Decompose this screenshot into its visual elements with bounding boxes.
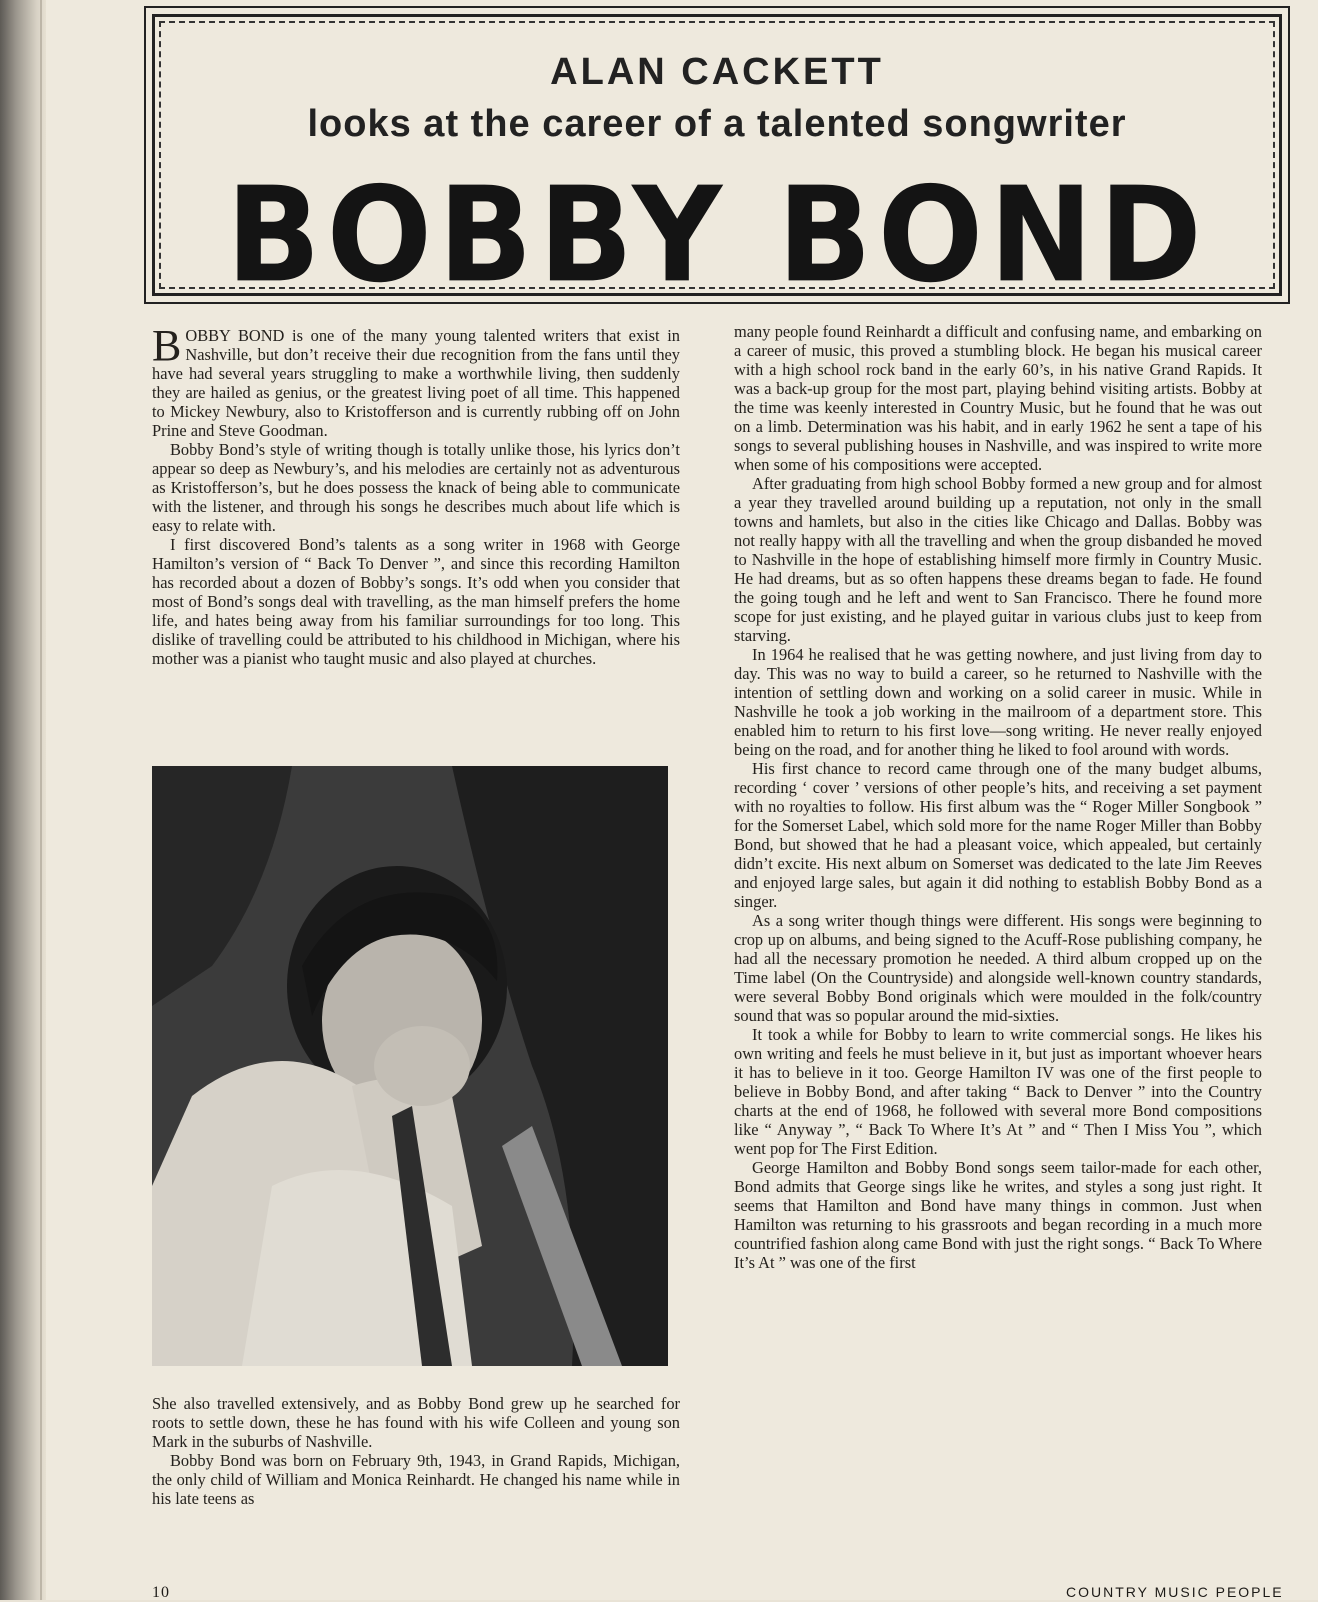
portrait-illustration — [152, 766, 668, 1366]
publication-name: COUNTRY MUSIC PEOPLE — [1066, 1584, 1284, 1600]
paragraph — [152, 321, 680, 440]
page-edge — [0, 0, 46, 1600]
paragraph: She also travelled extensively, and as Bobby Bond grew up he searched for roots to settle down, these he has found with his wife Colleen and young son Mark in the suburbs of Nashville. — [152, 1394, 680, 1451]
paragraph: His first chance to record came through one of the many budget albums, recording ‘ cover ’ versions of other people’s hits, and receiving a set payment with no royalties to follow. His first album was the “ Roger Miller Songbook ” for the Somerset Label, which sold more for the name Roger Miller than Bobby Bond, but showed that he had a pleasant voice, which appealed, but certainly didn’t excite. His next album on Somerset was dedicated to the late Jim Reeves and enjoyed large sales, but again it did nothing to establish Bobby Bond as a singer. — [734, 759, 1262, 911]
article-left-top — [152, 321, 680, 668]
byline: ALAN CACKETT — [550, 51, 884, 93]
paragraph-text: OBBY BOND is one of the many young talented writers that exist in Nashville, but don’t receive their due recognition from the fans until they have had several years struggling to make a worthwhile living, then suddenly they are hailed as genius, or the greatest living poet of all time. This happened to Mickey Newbury, also to Kristofferson and is currently rubbing off on John Prine and Steve Goodman. — [152, 326, 680, 440]
paragraph: Bobby Bond was born on February 9th, 1943, in Grand Rapids, Michigan, the only child of William and Monica Reinhardt. He changed his name while in his late teens as — [152, 1451, 680, 1508]
paragraph: As a song writer though things were different. His songs were beginning to crop up on albums, and being signed to the Acuff-Rose publishing company, he had all the necessary promotion he needed. A third album cropped up on the Time label (On the Countryside) and alongside well-known country standards, were several Bobby Bond originals which were moulded in the folk/country sound that was so popular around the mid-sixties. — [734, 911, 1262, 1025]
paragraph: After graduating from high school Bobby formed a new group and for almost a year they travelled around building up a reputation, not only in the small towns and hamlets, but also in the cities like Chicago and Dallas. Bobby was not really happy with all the travelling and when the group disbanded he moved to Nashville in the hope of establishing himself more firmly in Country Music. He had dreams, but as so often happens these dreams began to fade. He found the going tough and he left and went to San Francisco. There he found more scope for just existing, and he played guitar in various clubs just to keep from starving. — [734, 474, 1262, 645]
paragraph: I first discovered Bond’s talents as a song writer in 1968 with George Hamilton’s version of “ Back To Denver ”, and since this recording Hamilton has recorded about a dozen of Bobby’s songs. It’s odd when you consider that most of Bond’s songs deal with travelling, as the man himself prefers the home life, and hates being away from his familiar surroundings for too long. This dislike of travelling could be attributed to his childhood in Michigan, where his mother was a pianist who taught music and also played at churches. — [152, 535, 680, 668]
paragraph: Bobby Bond’s style of writing though is totally unlike those, his lyrics don’t appear so deep as Newbury’s, and his melodies are certainly not as adventurous as Kristofferson’s, but he does possess the knack of being able to communicate with the listener, and through his songs he describes much about life which is easy to relate with. — [152, 440, 680, 535]
paragraph: George Hamilton and Bobby Bond songs seem tailor-made for each other, Bond admits that George sings like he writes, and styles a song just right. It seems that Hamilton and Bond have many things in common. Just when Hamilton was returning to his grassroots and began recording in a much more countrified fashion along came Bond with just the right songs. “ Back To Where It’s At ” was one of the first — [734, 1158, 1262, 1272]
dropcap: B — [152, 321, 182, 370]
paragraph: In 1964 he realised that he was getting nowhere, and just living from day to day. This was no way to build a career, so he returned to Nashville with the intention of settling down and working on a solid career in music. While in Nashville he took a job working in the mailroom of a department store. This enabled him to return to his first love—song writing. He never really enjoyed being on the road, and for another thing he liked to fool around with words. — [734, 645, 1262, 759]
paragraph: It took a while for Bobby to learn to write commercial songs. He likes his own writing and feels he must believe in it, but just as important whoever hears it has to believe in it too. George Hamilton IV was one of the first people to believe in Bobby Bond, and after taking “ Back to Denver ” into the Country charts at the end of 1968, he followed with several more Bond compositions like “ Anyway ”, “ Back To Where It’s At ” and “ Then I Miss You ”, which went pop for The First Edition. — [734, 1025, 1262, 1158]
page-number: 10 — [152, 1584, 170, 1601]
article-left-bottom — [152, 1394, 680, 1508]
headline: BOBBY BOND — [226, 159, 1208, 313]
portrait-photo — [152, 766, 668, 1366]
subtitle: looks at the career of a talented songwriter — [307, 103, 1127, 145]
paragraph: many people found Reinhardt a difficult and confusing name, and embarking on a career of music, this proved a stumbling block. He began his musical career with a high school rock band in the early 60’s, in his native Grand Rapids. It was a back-up group for the most part, playing behind visiting artists. Bobby at the time was keenly interested in Country Music, but he found that he was out on a limb. Determination was his habit, and in early 1962 he sent a tape of his songs to several publishing houses in Nashville, and was inspired to write more when some of his compositions were accepted. — [734, 322, 1262, 474]
article-right — [734, 322, 1262, 1272]
title-box — [152, 14, 1282, 313]
